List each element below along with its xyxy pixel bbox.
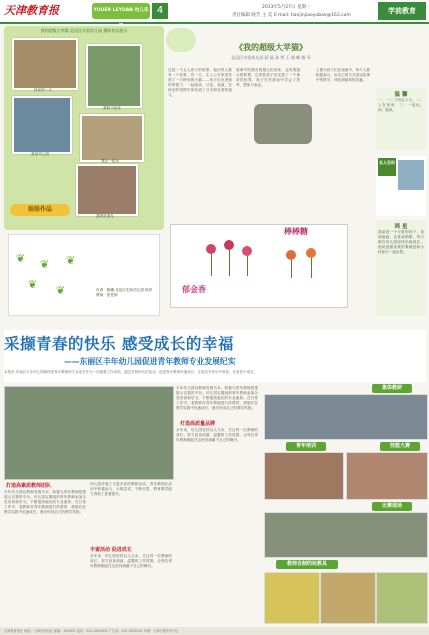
photo-caption: 我们一起玩 xyxy=(101,159,119,163)
leaf-icon: ❦ xyxy=(66,254,76,267)
sidebar-box-title: 鸿 星 xyxy=(394,224,408,230)
kid-photo-2 xyxy=(86,44,142,108)
stem xyxy=(229,250,230,276)
kid-photo-3 xyxy=(12,96,72,154)
feature-byline: 北辰区实验幼儿园 薛 晶 孙 然 王 瑞 峰 指 导 xyxy=(231,55,311,60)
photo-collective-research xyxy=(264,394,428,440)
photo-caption: 我和小伙伴 xyxy=(103,106,121,110)
collage-badge: 娃娃作品 xyxy=(10,204,70,216)
collage-title: 我的超级大苹猫 北辰区实验幼儿园 摄影作品展示 xyxy=(40,28,128,33)
stem xyxy=(311,258,312,278)
article-body-col3: 丰年幼儿园以教师发展为本，积极为青年教师搭建展示自我的平台。幼儿园定期组织青年教师参加各类培训和学习，不断提高她们的专业素养。在日常工作中，老教师对青年教师进行传帮带，使她们在教学实践中迅速成长，逐步形成自己的教学风格。 xyxy=(176,386,258,410)
feature-text-col3: 上图为孩子们在表演中，每个人都积极参与，用自己的方式表达故事中的情节，体验到阅读的乐趣。 xyxy=(316,68,370,82)
flower-icon xyxy=(286,250,296,260)
dateline: 2013年5月27日 星期一 xyxy=(262,5,311,10)
feature-text-col1: 这是一个五人孩子的故事，他们每人都有一个故事，有一天，主人公在家里发现了一只特别的小猫……孩子们在老师的带领下，一起阅读、讨论、表演，在快乐的氛围中体验到了分享和友爱的意义。 xyxy=(168,68,232,97)
photo-toys-1 xyxy=(264,572,320,624)
article-body-col2b: 多年来，幼儿园坚持以人为本，关注每一位教师的成长，努力营造和谐、温馨的工作氛围，让每位青年教师都能在这里找到属于自己的舞台。 xyxy=(90,554,172,568)
stem xyxy=(211,254,212,276)
photo-toys-2 xyxy=(320,572,376,624)
leaf-icon: ❦ xyxy=(28,278,38,291)
article-body-col3b: 多年来，幼儿园坚持以人为本，关注每一位教师的成长，努力营造和谐、温馨的工作氛围，让每位青年教师都能在这里找到属于自己的舞台。 xyxy=(176,428,258,442)
masthead xyxy=(0,0,429,24)
stem xyxy=(247,256,248,276)
editor-meta: 责任编辑 晓芳 主 美 E-mail: tianjinjiaoyubao@163.com xyxy=(232,13,351,18)
section-heading: 丰富活动 促进成长 xyxy=(90,547,132,553)
kid-photo-5 xyxy=(76,164,138,216)
article-body-col2: 幼儿园开展了丰富多彩的教研活动，青年教师在活动中积极参与、大胆尝试，不断反思，教育教学能力得到了显著提升。 xyxy=(90,482,172,496)
photo-caption: 我爱幼儿园 xyxy=(31,152,49,156)
photo-tag: 教师自制的玩教具 xyxy=(276,560,338,569)
main-intro: 本报讯 东丽区丰年幼儿园始终把青年教师的专业成长作为一项重要工作来抓，通过多种形式的活动，促进青年教师快速成长，让她们在快乐中收获、在收获中成长。 xyxy=(4,370,258,374)
flower-icon xyxy=(206,244,216,254)
stem xyxy=(291,260,292,278)
drawing-label-1: 棒棒糖 xyxy=(284,227,308,236)
photo-tag: 比赛现场 xyxy=(372,502,412,511)
sidebar-box-2 xyxy=(376,156,426,216)
landscape-photo xyxy=(398,160,424,190)
main-headline-banner xyxy=(4,330,426,382)
sidebar-box-title: 温 馨 xyxy=(394,92,408,98)
leaf-icon: ❦ xyxy=(40,258,50,271)
page-footer: 天津教育报社 地址：天津市河西区 邮编：300000 电话：022-2830000 广告部：022-2830001 印刷：天津日报印务中心 xyxy=(0,627,429,635)
page-number: 4 xyxy=(152,3,168,19)
photo-tag: 技能大赛 xyxy=(380,442,420,451)
photo-toys-3 xyxy=(376,572,428,624)
section-name: YOUER LEYUAN 幼儿乐 xyxy=(92,3,150,19)
newspaper-logo: 天津教育报 xyxy=(4,4,59,17)
right-sidebar xyxy=(376,26,426,318)
leaf-icon: ❦ xyxy=(56,284,66,297)
photo-training xyxy=(264,452,344,500)
kid-photo-4 xyxy=(80,114,144,162)
photo-collage xyxy=(4,26,164,230)
article-body-col1: 丰年幼儿园以教师发展为本，积极为青年教师搭建展示自我的平台。幼儿园定期组织青年教师参加各类培训和学习，不断提高她们的专业素养。在日常工作中，老教师对青年教师进行传帮带，使她们在教学实践中迅速成长，逐步形成自己的教学风格。 xyxy=(4,490,86,514)
photo-caption: 我的好朋友 xyxy=(96,214,114,218)
flower-decoration xyxy=(166,28,196,52)
sidebar-box-text: 鸿星是一个可爱的孩子，喜欢画画，也喜欢唱歌，每天都在幼儿园里快乐地成长。他说他最喜欢的事就是和小伙伴们一起玩耍。 xyxy=(378,230,424,254)
feature-story xyxy=(166,28,372,232)
feature-text-col2: 故事中的猫有着超大的身体，也有着超大的梦想，它带着孩子们走进了一个神奇的世界，孩子们在游戏中学会了思考、想象与表达。 xyxy=(236,68,300,87)
photo-competition xyxy=(264,512,428,558)
drawing-board xyxy=(170,224,348,308)
main-headline: 采撷青春的快乐 感受成长的幸福 xyxy=(4,335,234,353)
photo-contest xyxy=(346,452,428,500)
flower-icon xyxy=(224,240,234,250)
group-photo xyxy=(4,386,174,480)
drawing-caption: 作者：陈曦 北辰区实验幼儿园 指导教师：张老师 xyxy=(96,288,153,297)
section-tag: 学前教育 xyxy=(378,2,426,20)
drawing-label-2: 郁金香 xyxy=(182,285,206,294)
photo-caption: 快乐的一天 xyxy=(34,88,52,92)
flower-icon xyxy=(306,248,316,258)
feature-title: 《我的超级大苹猫》 xyxy=(235,42,307,52)
photo-tag: 集体教研 xyxy=(372,384,412,393)
kid-photo-1 xyxy=(12,38,78,90)
drawing-paper xyxy=(8,234,160,316)
sidebar-box-text: 一、一二三四五六七，二、人在家里，三、一起玩，四、阅读。 xyxy=(378,98,424,112)
main-subheadline: ——东丽区丰年幼儿园促进青年教师专业发展纪实 xyxy=(64,357,236,366)
section-heading: 打造高素质教师团队 xyxy=(6,483,52,489)
leaf-icon: ❦ xyxy=(16,252,26,265)
elephant-illustration xyxy=(254,104,312,144)
flower-icon xyxy=(242,246,252,256)
sidebar-box-1 xyxy=(376,88,426,150)
sidebar-box-3 xyxy=(376,220,426,316)
sidebar-badge: 名人百科 xyxy=(378,158,396,176)
section-heading: 打造高质量品牌 xyxy=(180,421,216,427)
photo-tag: 青年培训 xyxy=(286,442,326,451)
